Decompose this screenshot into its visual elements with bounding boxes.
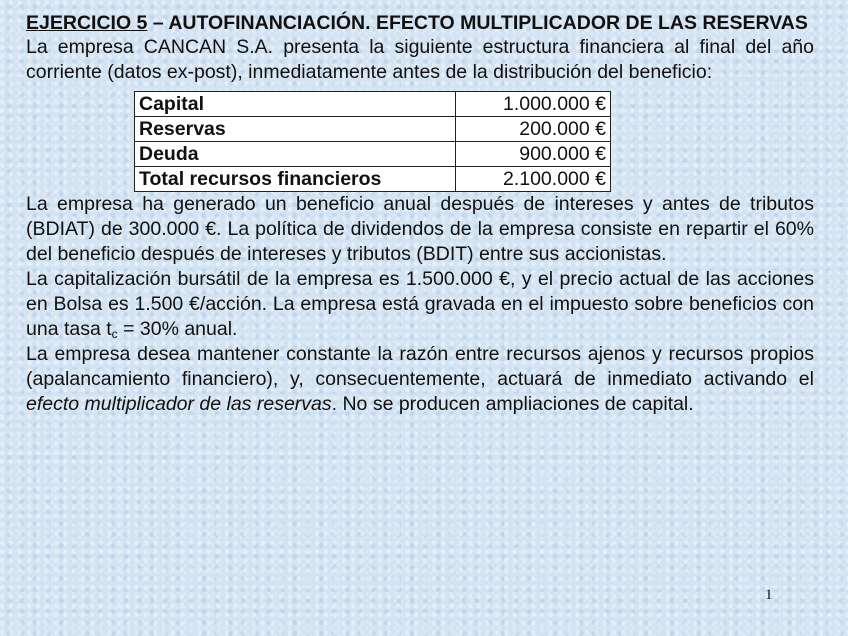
market-text-end: = 30% anual. (117, 318, 238, 340)
row-value: 900.000 € (456, 142, 611, 167)
financial-structure-table (134, 91, 611, 192)
profit-paragraph: La empresa ha generado un beneficio anual después de intereses y antes de tributos (BDIAT) de 300.000 €. La política de dividendos de la empresa consiste en repartir el 60% del beneficio después de intereses y tributos (BDIT) entre sus accionistas. (26, 193, 814, 265)
row-value: 1.000.000 € (456, 92, 611, 117)
intro-paragraph: La empresa CANCAN S.A. presenta la siguiente estructura financiera al final del año corriente (datos ex-post), inmediatamente antes de la distribución del beneficio: (26, 36, 814, 83)
table-row (135, 167, 611, 192)
row-label: Total recursos financieros (135, 167, 456, 192)
row-label: Reservas (135, 117, 456, 142)
tax-subscript: c (111, 327, 118, 341)
row-value: 2.100.000 € (456, 167, 611, 192)
leverage-text-end: . No se producen ampliaciones de capital. (331, 393, 694, 415)
exercise-title (26, 12, 814, 35)
row-value: 200.000 € (456, 117, 611, 142)
row-label: Capital (135, 92, 456, 117)
table-row (135, 117, 611, 142)
row-label: Deuda (135, 142, 456, 167)
page-number: 1 (765, 587, 773, 603)
emphasis-text: efecto multiplicador de las reservas (26, 393, 332, 415)
leverage-paragraph (26, 342, 814, 417)
exercise-number: EJERCICIO 5 (26, 12, 148, 34)
table-row (135, 92, 611, 117)
leverage-text: La empresa desea mantener constante la razón entre recursos ajenos y recursos propios (apalancamiento financiero), y, consecuentemente, actuará de inmediato activando el (26, 343, 814, 390)
slide (26, 12, 814, 417)
table-row (135, 142, 611, 167)
market-paragraph (26, 267, 814, 342)
market-text: La capitalización bursátil de la empresa es 1.500.000 €, y el precio actual de las acciones en Bolsa es 1.500 €/acción. La empresa está gravada en el impuesto sobre beneficios con una tasa t (26, 268, 814, 340)
exercise-title-text: – AUTOFINANCIACIÓN. EFECTO MULTIPLICADOR DE LAS RESERVAS (147, 12, 808, 34)
